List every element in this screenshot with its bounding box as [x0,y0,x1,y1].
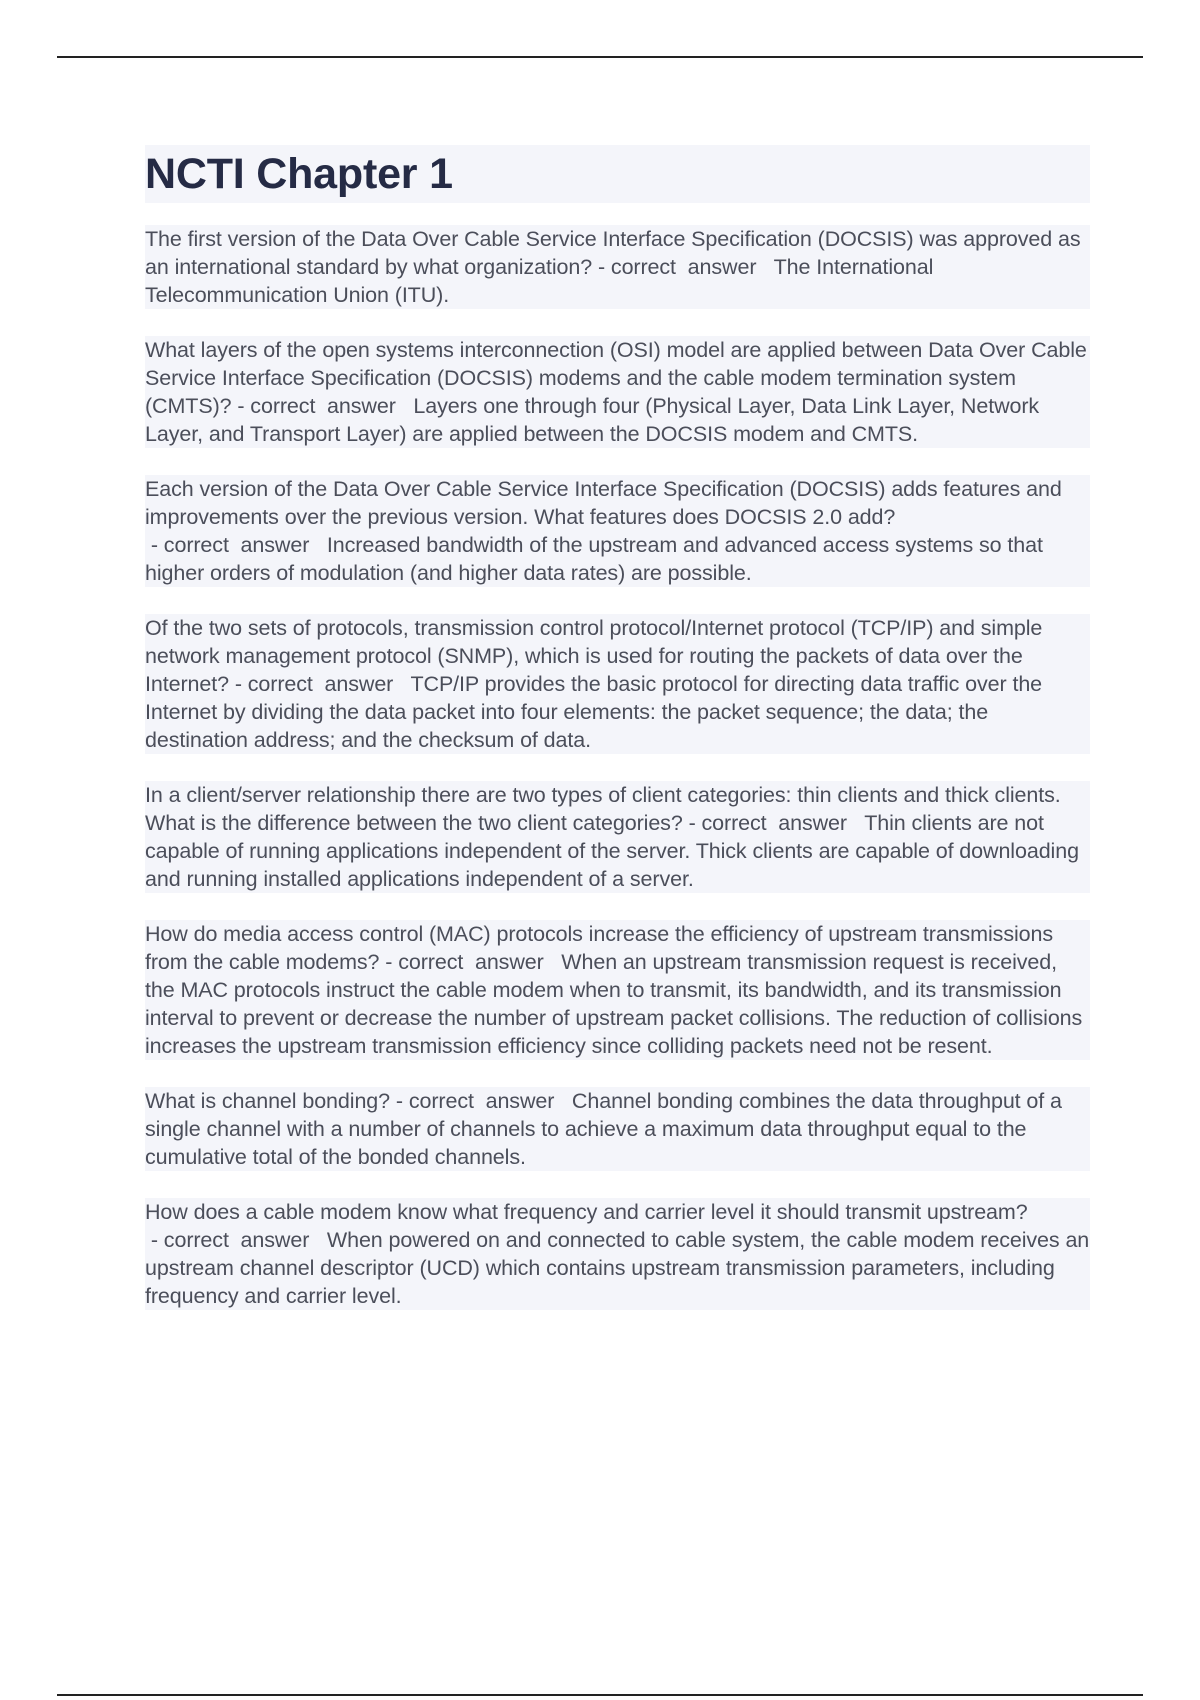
top-rule [57,56,1143,58]
answer-text: TCP/IP provides the basic protocol for directing data traffic over the Internet by dividing the data packet into four elements: the packet sequence; the data; the destination address; and the checksum of data. [145,672,1043,752]
answer-separator: - correct answer [390,1089,572,1113]
qa-item [145,614,1090,754]
answer-separator: - correct answer [145,533,327,557]
bottom-rule [57,1694,1143,1696]
page-title: NCTI Chapter 1 [145,149,453,198]
qa-item [145,475,1090,587]
answer-separator: - correct answer [682,811,865,835]
title-block [145,145,1090,203]
question-text: In a client/server relationship there are two types of client categories: thin clients and thick clients. What is the difference between the two client categories? [145,783,1061,835]
question-text: What layers of the open systems interconnection (OSI) model are applied between Data Over Cable Service Interface Specification (DOCSIS) modems and the cable modem termination system (CMTS)? [145,338,1087,418]
answer-separator: - correct answer [145,1228,327,1252]
answer-text: When powered on and connected to cable system, the cable modem receives an upstream channel descriptor (UCD) which contains upstream transmission parameters, including frequency and carrier level. [145,1228,1090,1308]
answer-text: Increased bandwidth of the upstream and advanced access systems so that higher orders of modulation (and higher data rates) are possible. [145,533,1043,585]
question-text: Of the two sets of protocols, transmission control protocol/Internet protocol (TCP/IP) and simple network management protocol (SNMP), which is used for routing the packets of data over the Internet? [145,616,1043,696]
qa-item [145,225,1090,309]
document-body [145,145,1090,1337]
qa-item [145,1087,1090,1171]
answer-separator: - correct answer [231,394,414,418]
question-text: How do media access control (MAC) protocols increase the efficiency of upstream transmissions from the cable modems? [145,922,1054,974]
answer-text: The International Telecommunication Union (ITU). [145,255,934,307]
answer-text: When an upstream transmission request is received, the MAC protocols instruct the cable modem when to transmit, its bandwidth, and its transmission interval to prevent or decrease the number of upstream packet collisions. The reduction of collisions increases the upstream transmission efficiency since colliding packets need not be resent. [145,950,1083,1058]
answer-text: Channel bonding combines the data throughput of a single channel with a number of channels to achieve a maximum data throughput equal to the cumulative total of the bonded channels. [145,1089,1062,1169]
answer-separator: - correct answer [379,950,562,974]
question-text: Each version of the Data Over Cable Service Interface Specification (DOCSIS) adds features and improvements over the previous version. What features does DOCSIS 2.0 add? [145,477,1062,529]
qa-item [145,920,1090,1060]
qa-item [145,1198,1090,1310]
question-text: How does a cable modem know what frequency and carrier level it should transmit upstream? [145,1200,1028,1224]
answer-separator: - correct answer [592,255,774,279]
qa-item [145,336,1090,448]
answer-separator: - correct answer [228,672,411,696]
question-text: What is channel bonding? [145,1089,391,1113]
qa-list [145,225,1090,1310]
qa-item [145,781,1090,893]
answer-text: Thin clients are not capable of running applications independent of the server. Thick clients are capable of downloading and running installed applications independent of a server. [145,811,1079,891]
answer-text: Layers one through four (Physical Layer, Data Link Layer, Network Layer, and Transport Layer) are applied between the DOCSIS modem and CMTS. [145,394,1040,446]
question-text: The first version of the Data Over Cable Service Interface Specification (DOCSIS) was approved as an international standard by what organization? [145,227,1081,279]
